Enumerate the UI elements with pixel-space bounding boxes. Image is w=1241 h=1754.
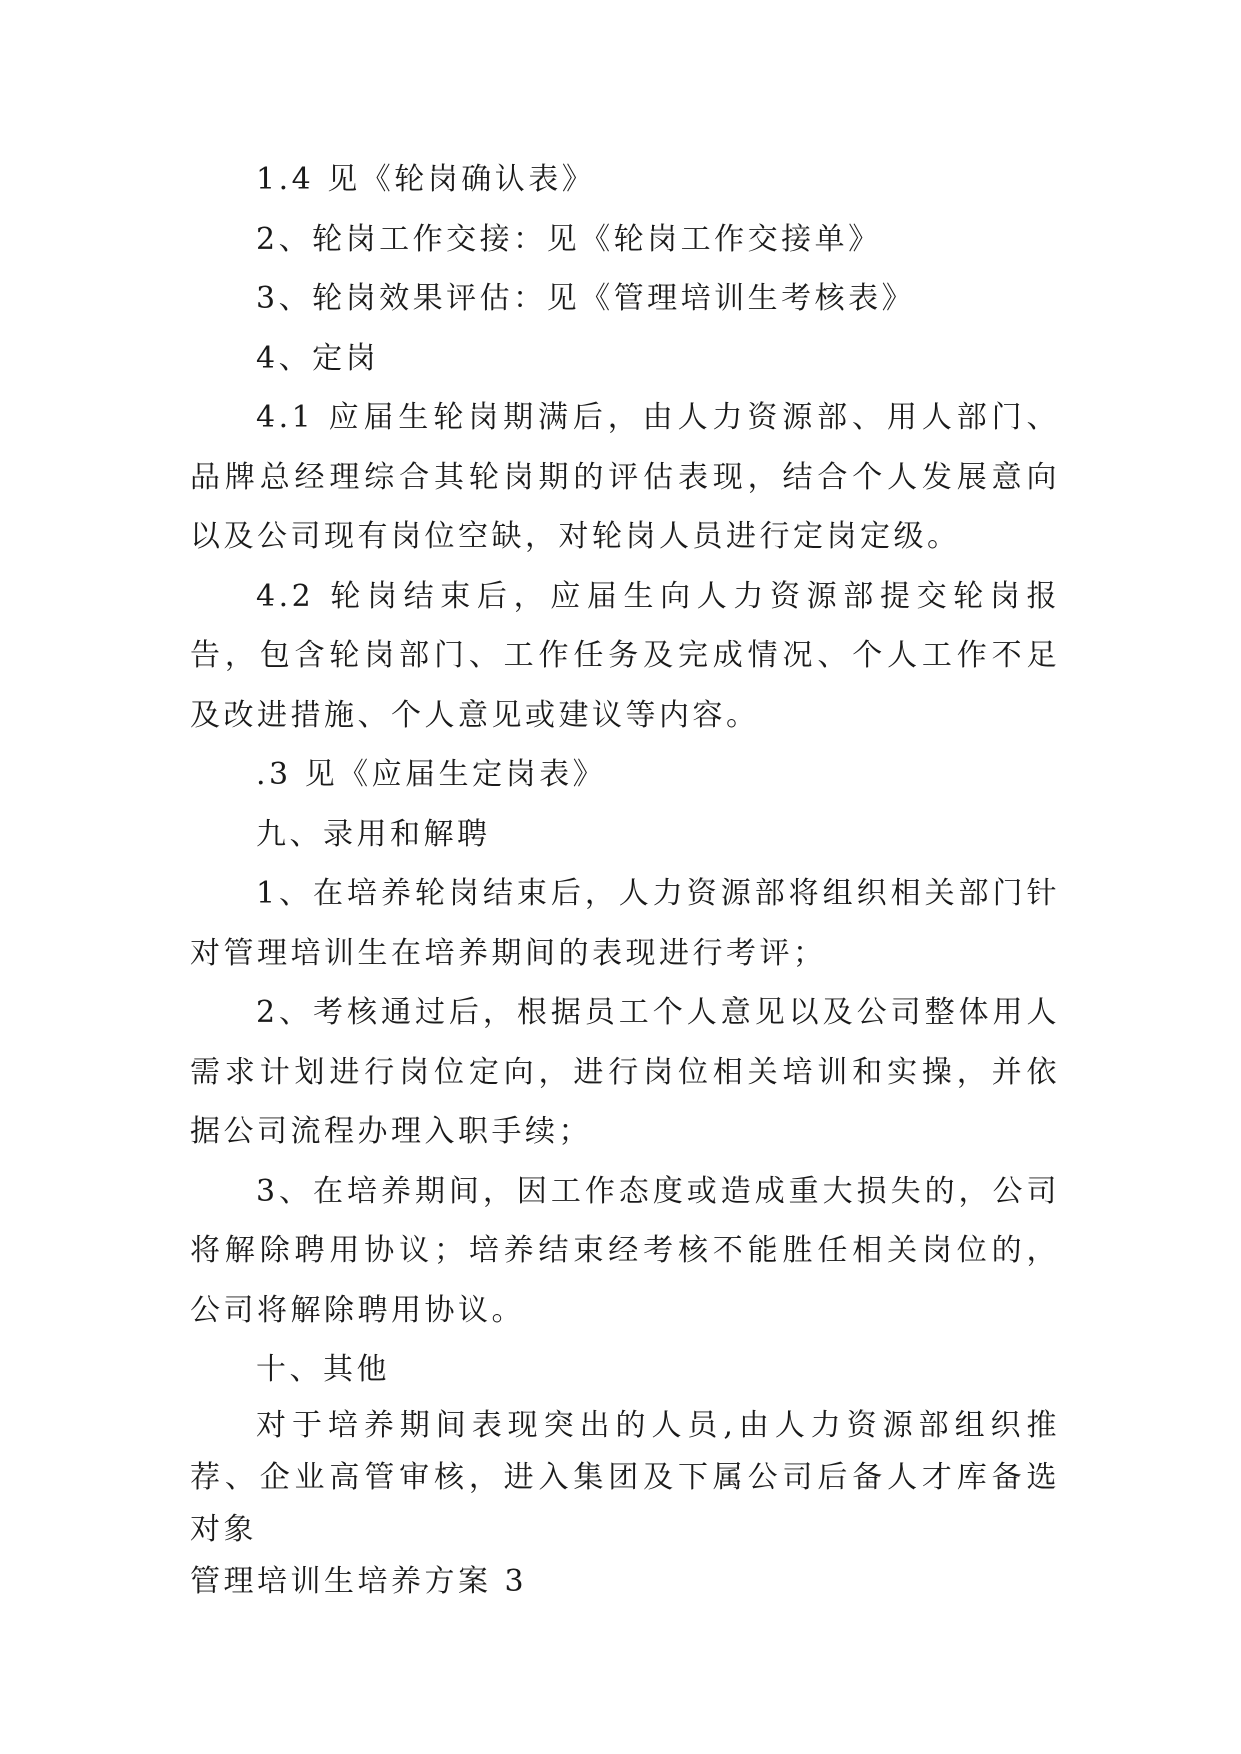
- paragraph-hire-3: 3、在培养期间，因工作态度或造成重大损失的，公司将解除聘用协议；培养结束经考核不能胜任相关岗位的，公司将解除聘用协议。: [190, 1173, 1060, 1328]
- paragraph-4-1: 4.1 应届生轮岗期满后，由人力资源部、用人部门、品牌总经理综合其轮岗期的评估表现，结合个人发展意向以及公司现有岗位空缺，对轮岗人员进行定岗定级。: [190, 400, 1060, 554]
- paragraph-evaluation: 3、轮岗效果评估：见《管理培训生考核表》: [256, 281, 916, 316]
- paragraph-4-2: 4.2 轮岗结束后，应届生向人力资源部提交轮岗报告，包含轮岗部门、工作任务及完成情况、个人工作不足及改进措施、个人意见或建议等内容。: [190, 578, 1060, 733]
- section-heading-other: 十、其他: [256, 1352, 390, 1387]
- paragraph-handover: 2、轮岗工作交接：见《轮岗工作交接单》: [256, 221, 882, 257]
- paragraph-1-4: 1.4 见《轮岗确认表》: [256, 162, 596, 197]
- section-heading-hire-dismiss: 九、录用和解聘: [256, 816, 491, 852]
- paragraph-4-3: .3 见《应届生定岗表》: [256, 757, 607, 792]
- paragraph-dinggang-heading: 4、定岗: [256, 340, 380, 376]
- paragraph-hire-2: 2、考核通过后，根据员工个人意见以及公司整体用人需求计划进行岗位定向，进行岗位相关培训和实操，并依据公司流程办理入职手续；: [190, 995, 1060, 1149]
- document-page: [190, 150, 1060, 1608]
- paragraph-hire-1: 1、在培养轮岗结束后，人力资源部将组织相关部门针对管理培训生在培养期间的表现进行考评；: [190, 876, 1060, 971]
- document-title-footer: 管理培训生培养方案 3: [190, 1563, 528, 1599]
- paragraph-other: 对于培养期间表现突出的人员,由人力资源部组织推荐、企业高管审核，进入集团及下属公司后备人才库备选对象: [190, 1407, 1060, 1547]
